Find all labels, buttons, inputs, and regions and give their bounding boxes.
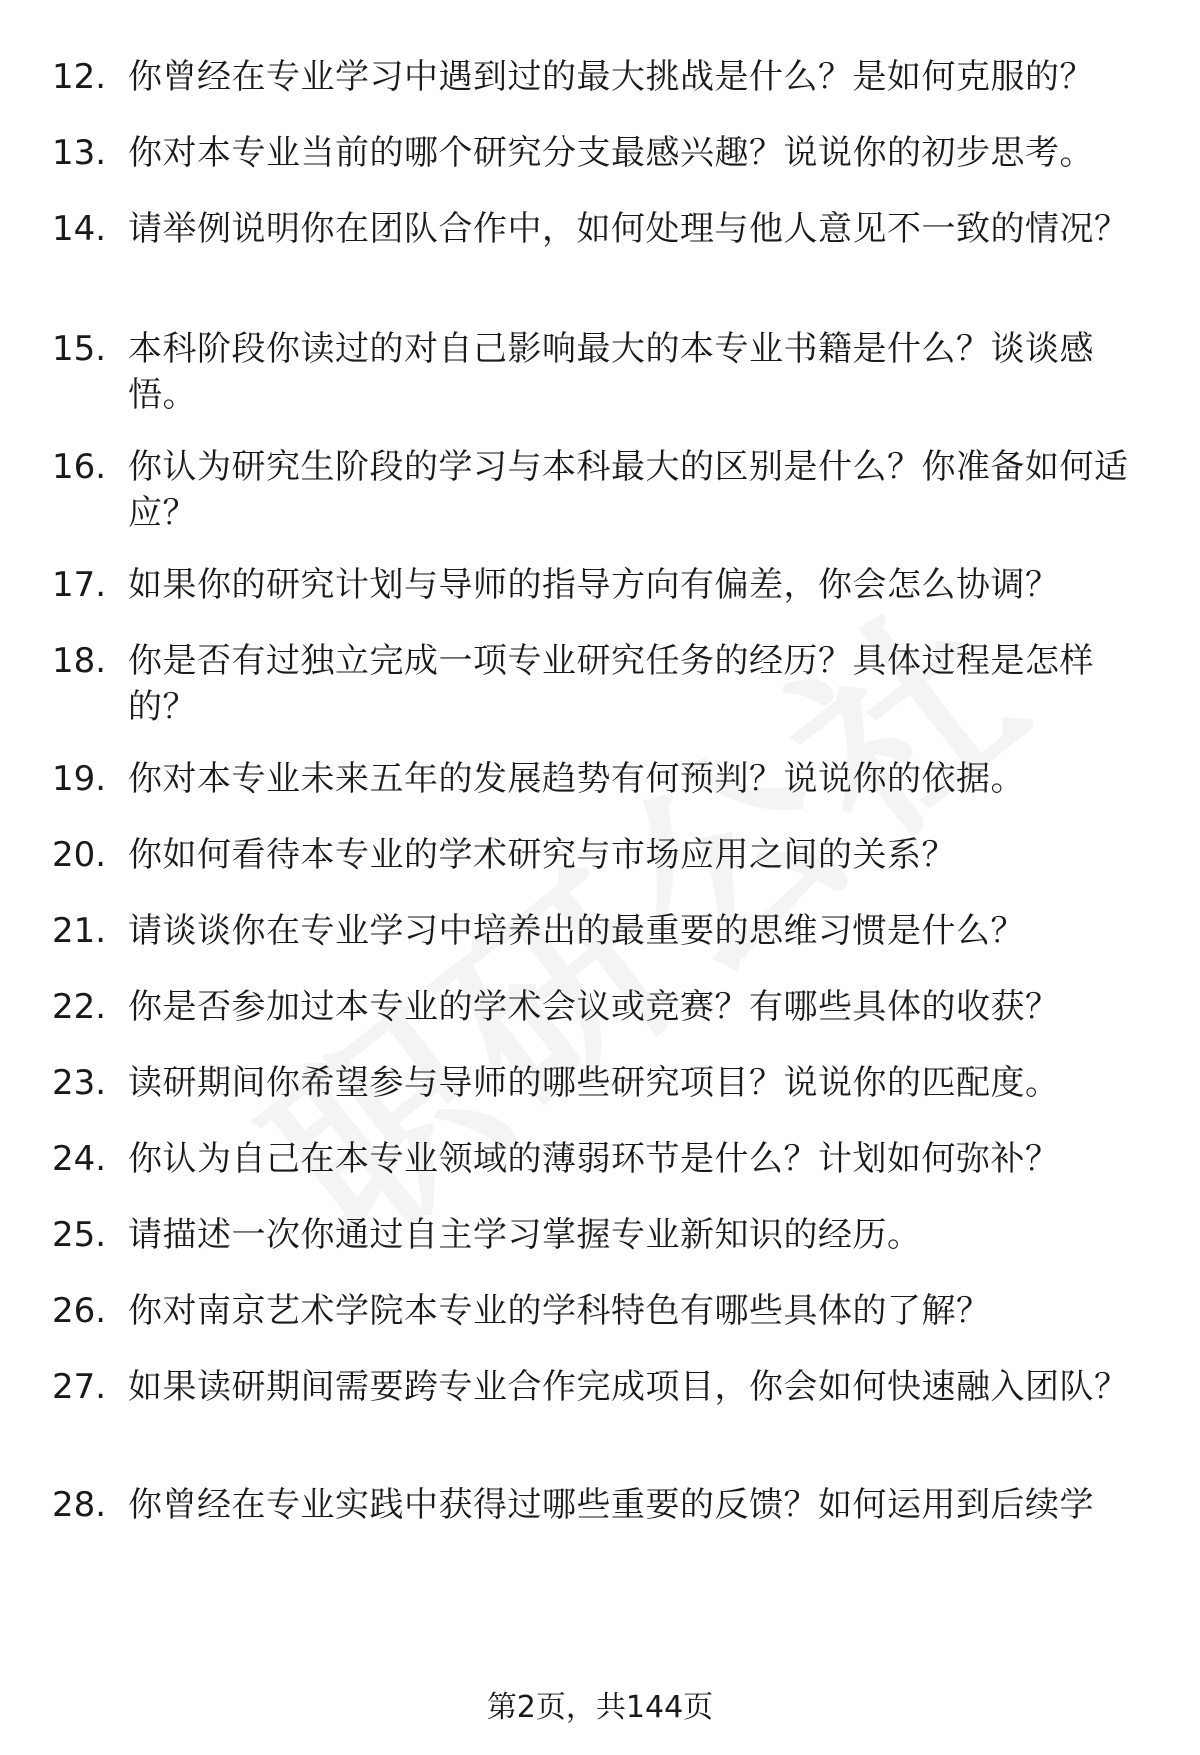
question-number: 18. — [52, 641, 107, 681]
question-text: 你认为自己在本专业领域的薄弱环节是什么？计划如何弥补？ — [128, 1139, 1060, 1179]
question-text: 如果读研期间需要跨专业合作完成项目，你会如何快速融入团队？ — [128, 1367, 1129, 1407]
question-text: 你如何看待本专业的学术研究与市场应用之间的关系？ — [128, 835, 956, 875]
question-text: 你曾经在专业实践中获得过哪些重要的反馈？如何运用到后续学 — [128, 1485, 1094, 1525]
question-number: 12. — [52, 57, 107, 97]
question-number: 24. — [52, 1139, 107, 1179]
question-number: 27. — [52, 1367, 107, 1407]
question-number: 20. — [52, 835, 107, 875]
question-text: 你对南京艺术学院本专业的学科特色有哪些具体的了解？ — [128, 1291, 991, 1331]
question-text: 请谈谈你在专业学习中培养出的最重要的思维习惯是什么？ — [128, 911, 1025, 951]
question-number: 21. — [52, 911, 107, 951]
question-number: 16. — [52, 447, 107, 487]
question-number: 13. — [52, 133, 107, 173]
question-number: 26. — [52, 1291, 107, 1331]
question-text: 请举例说明你在团队合作中，如何处理与他人意见不一致的情况？ — [128, 209, 1129, 249]
question-number: 17. — [52, 565, 107, 605]
page-number-footer: 第2页，共144页 — [486, 1690, 714, 1725]
question-text: 你是否参加过本专业的学术会议或竞赛？有哪些具体的收获？ — [128, 987, 1060, 1027]
question-text: 请描述一次你通过自主学习掌握专业新知识的经历。 — [128, 1215, 922, 1255]
question-text: 你是否有过独立完成一项专业研究任务的经历？具体过程是怎样的？ — [128, 641, 1094, 727]
question-number: 15. — [52, 329, 107, 369]
question-number: 14. — [52, 209, 107, 249]
question-number: 23. — [52, 1063, 107, 1103]
question-text: 你对本专业未来五年的发展趋势有何预判？说说你的依据。 — [128, 759, 1025, 799]
question-text: 如果你的研究计划与导师的指导方向有偏差，你会怎么协调？ — [128, 565, 1060, 605]
question-number: 25. — [52, 1215, 107, 1255]
question-text: 你认为研究生阶段的学习与本科最大的区别是什么？你准备如何适应？ — [128, 447, 1129, 533]
question-text: 本科阶段你读过的对自己影响最大的本专业书籍是什么？谈谈感悟。 — [128, 329, 1094, 415]
question-text: 你对本专业当前的哪个研究分支最感兴趣？说说你的初步思考。 — [128, 133, 1094, 173]
question-text: 你曾经在专业学习中遇到过的最大挑战是什么？是如何克服的？ — [128, 57, 1094, 97]
question-number: 19. — [52, 759, 107, 799]
question-number: 22. — [52, 987, 107, 1027]
question-number: 28. — [52, 1485, 107, 1525]
question-text: 读研期间你希望参与导师的哪些研究项目？说说你的匹配度。 — [128, 1063, 1060, 1103]
